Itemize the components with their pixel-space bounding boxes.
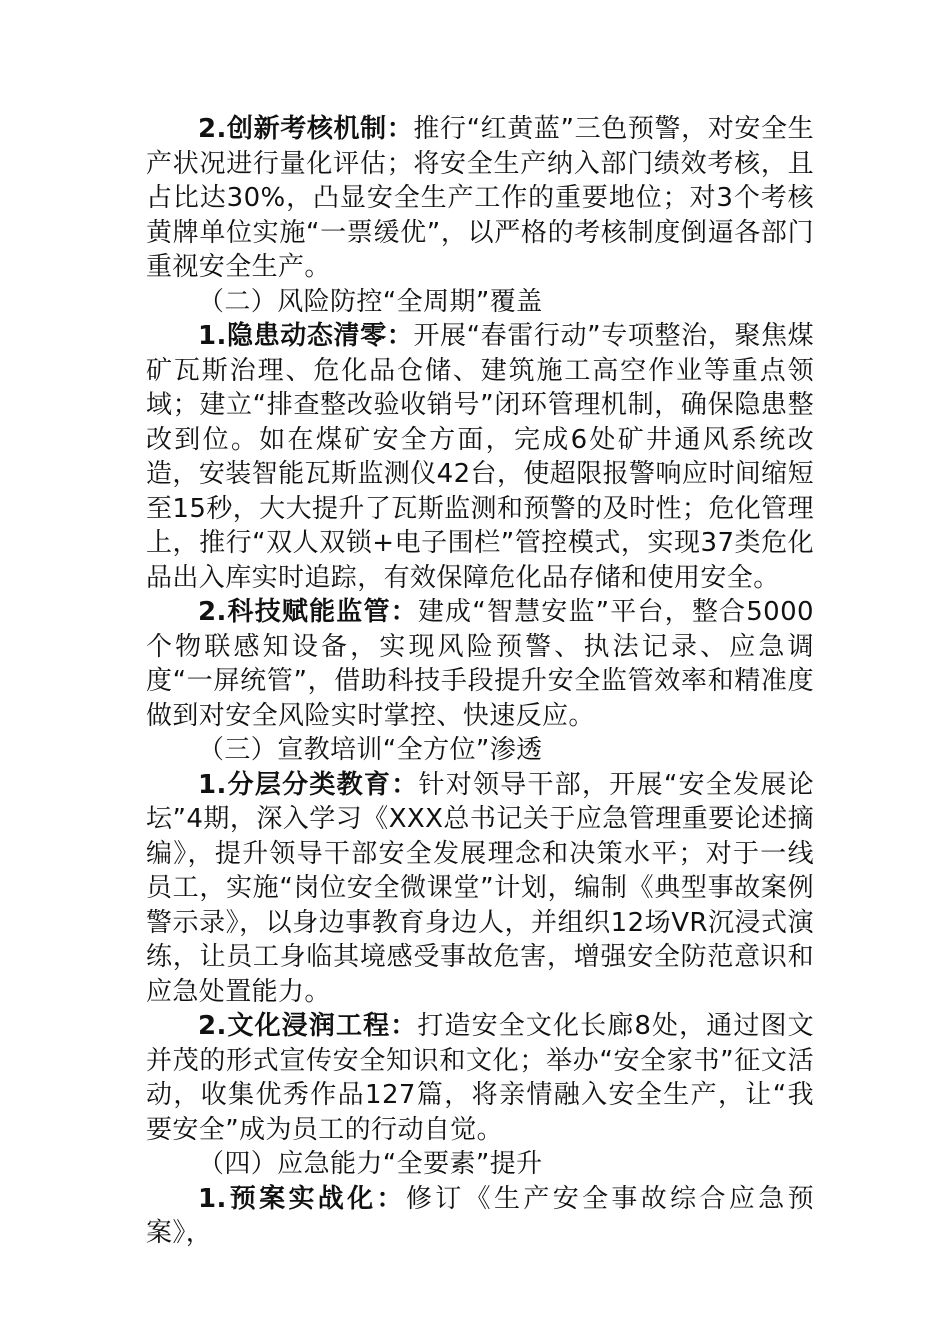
paragraph-culture-project xyxy=(146,1009,814,1147)
paragraph-lead: 2.科技赋能监管： xyxy=(198,597,418,627)
paragraph-text: 开展“春雷行动”专项整治，聚焦煤矿瓦斯治理、危化品仓储、建筑施工高空作业等重点领域；建立“排查整改验收销号”闭环管理机制，确保隐患整改到位。如在煤矿安全方面，完成6处矿井通风系统改造，安装智能瓦斯监测仪42台，使超限报警响应时间缩短至15秒，大大提升了瓦斯监测和预警的及时性；危化管理上，推行“双人双锁+电子围栏”管控模式，实现37类危化品出入库实时追踪，有效保障危化品存储和使用安全。 xyxy=(146,321,814,593)
paragraph-tiered-education xyxy=(146,768,814,1010)
paragraph-text: 打造安全文化长廊8处，通过图文并茂的形式宣传安全知识和文化；举办“安全家书”征文活动，收集优秀作品127篇，将亲情融入安全生产，让“我要安全”成为员工的行动自觉。 xyxy=(146,1011,814,1145)
document-body xyxy=(146,112,814,1251)
paragraph-text: 推行“红黄蓝”三色预警，对安全生产状况进行量化评估；将安全生产纳入部门绩效考核，且占比达30%，凸显安全生产工作的重要地位；对3个考核黄牌单位实施“一票缓优”，以严格的考核制度倒逼各部门重视安全生产。 xyxy=(146,114,814,282)
paragraph-tech-supervision xyxy=(146,595,814,733)
section-heading-risk-control: （二）风险防控“全周期”覆盖 xyxy=(198,286,543,317)
paragraph-lead: 1.隐患动态清零： xyxy=(198,321,414,351)
section-heading-training: （三）宣教培训“全方位”渗透 xyxy=(198,735,543,765)
paragraph-lead: 1.预案实战化： xyxy=(198,1183,406,1214)
paragraph-text: 针对领导干部，开展“安全发展论坛”4期，深入学习《XXX总书记关于应急管理重要论述摘编》，提升领导干部安全发展理念和决策水平；对于一线员工，实施“岗位安全微课堂”计划，编制《典型事故案例警示录》，以身边事教育身边人，并组织12场VR沉浸式演练，让员工身临其境感受事故危害，增强安全防范意识和应急处置能力。 xyxy=(146,769,814,1007)
paragraph-lead: 1.分层分类教育： xyxy=(198,769,419,800)
paragraph-hazard-clearing xyxy=(146,319,814,595)
paragraph-assessment-mechanism xyxy=(146,112,814,285)
paragraph-text: 修订《生产安全事故综合应急预案》， xyxy=(146,1183,814,1248)
paragraph-text: 建成“智慧安监”平台，整合5000个物联感知设备，实现风险预警、执法记录、应急调度“一屏统管”，借助科技手段提升安全监管效率和精准度做到对安全风险实时掌控、快速反应。 xyxy=(146,597,814,731)
paragraph-lead: 2.创新考核机制： xyxy=(198,114,414,144)
section-heading-emergency: （四）应急能力“全要素”提升 xyxy=(198,1149,543,1179)
paragraph-lead: 2.文化浸润工程： xyxy=(198,1011,418,1041)
paragraph-emergency-plan xyxy=(146,1182,814,1251)
